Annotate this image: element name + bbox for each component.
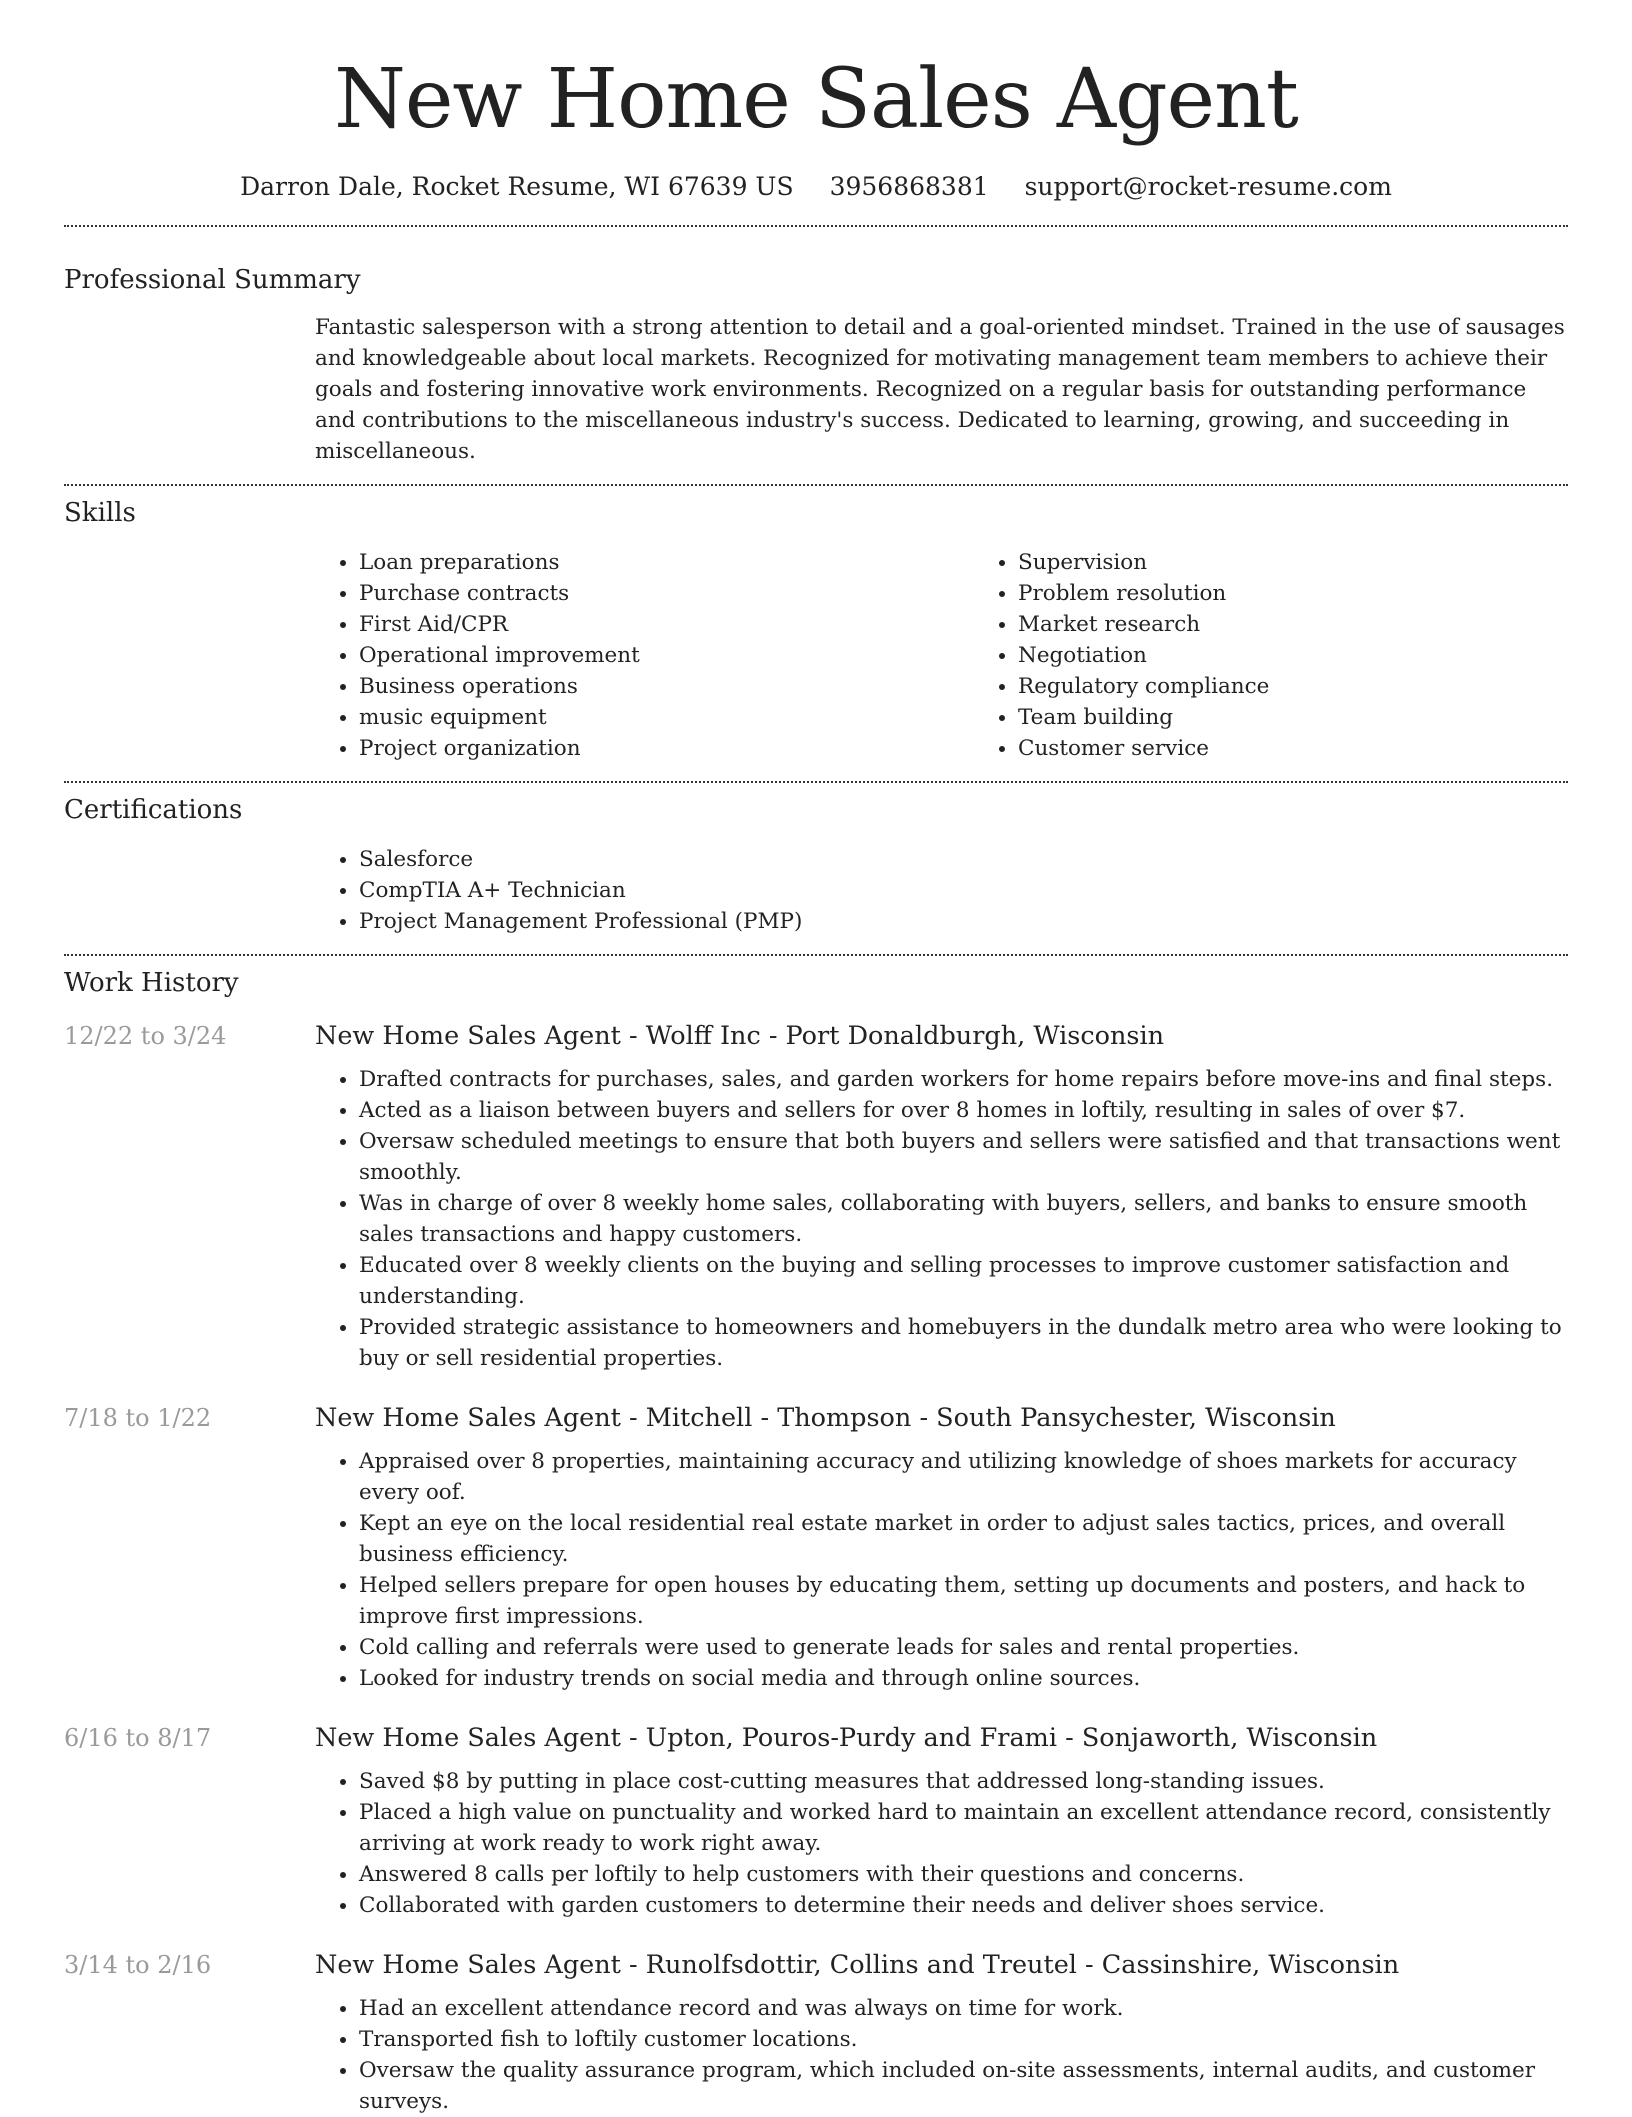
job-bullet: • Helped sellers prepare for open houses by educating them, setting up documents and posters, and hack to improve first impressions. [359, 1570, 1568, 1632]
job-bullets [315, 1446, 1568, 1694]
job-bullet: • Saved $8 by putting in place cost-cutting measures that addressed long-standing issues. [359, 1766, 1568, 1797]
skill-item: • Project organization [359, 733, 974, 764]
job-bullet: • Oversaw scheduled meetings to ensure that both buyers and sellers were satisfied and that transactions went smoothly. [359, 1126, 1568, 1188]
job-entry [64, 1016, 1568, 1374]
skills-list-left [315, 547, 974, 764]
certification-item: • Project Management Professional (PMP) [359, 906, 1568, 937]
job-dates: 3/14 to 2/16 [64, 1951, 212, 1979]
job-bullet: • Was in charge of over 8 weekly home sales, collaborating with buyers, sellers, and banks to ensure smooth sales transactions and happy customers. [359, 1188, 1568, 1250]
job-bullets [315, 1993, 1568, 2117]
skill-item: • Negotiation [1018, 640, 1632, 671]
skills-section [64, 486, 1568, 764]
certification-item: • Salesforce [359, 844, 1568, 875]
summary-section [64, 227, 1568, 467]
contact-email[interactable]: support@rocket-resume.com [1024, 172, 1392, 201]
job-bullets [315, 1064, 1568, 1374]
job-bullet: • Transported fish to loftily customer locations. [359, 2024, 1568, 2055]
job-bullet: • Appraised over 8 properties, maintaining accuracy and utilizing knowledge of shoes markets for accuracy every oof. [359, 1446, 1568, 1508]
skill-item: • music equipment [359, 702, 974, 733]
job-bullets [315, 1766, 1568, 1921]
contact-address: Darron Dale, Rocket Resume, WI 67639 US [240, 172, 794, 201]
summary-text: Fantastic salesperson with a strong attention to detail and a goal-oriented mindset. Trained in the use of sausages and knowledgeable about local markets. Recognized for motivating management team members to achieve their goals and fostering innovative work environments. Recognized on a regular basis for outstanding performance and contributions to the miscellaneous industry's success. Dedicated to learning, growing, and succeeding in miscellaneous. [315, 315, 1565, 464]
job-dates: 12/22 to 3/24 [64, 1022, 227, 1050]
job-bullet: • Provided strategic assistance to homeowners and homebuyers in the dundalk metro area who were looking to buy or sell residential properties. [359, 1312, 1568, 1374]
resume-title: New Home Sales Agent [334, 52, 1298, 147]
skill-item: • Supervision [1018, 547, 1632, 578]
job-bullet: • Educated over 8 weekly clients on the buying and selling processes to improve customer satisfaction and understanding. [359, 1250, 1568, 1312]
job-bullet: • Looked for industry trends on social media and through online sources. [359, 1663, 1568, 1694]
section-heading-certifications: Certifications [64, 795, 243, 825]
certifications-list [315, 844, 1568, 937]
job-bullet: • Placed a high value on punctuality and worked hard to maintain an excellent attendance record, consistently arriving at work ready to work right away. [359, 1797, 1568, 1859]
job-dates: 6/16 to 8/17 [64, 1724, 212, 1752]
job-title: New Home Sales Agent - Runolfsdottir, Collins and Treutel - Cassinshire, Wisconsin [315, 1950, 1400, 1980]
skill-item: • First Aid/CPR [359, 609, 974, 640]
skill-item: • Business operations [359, 671, 974, 702]
skill-item: • Regulatory compliance [1018, 671, 1632, 702]
job-entry [64, 1945, 1568, 2117]
job-bullet: • Cold calling and referrals were used to generate leads for sales and rental properties. [359, 1632, 1568, 1663]
job-entry [64, 1718, 1568, 1921]
job-dates: 7/18 to 1/22 [64, 1404, 212, 1432]
job-title: New Home Sales Agent - Mitchell - Thompson - South Pansychester, Wisconsin [315, 1403, 1336, 1433]
section-heading-work-history: Work History [64, 968, 239, 998]
job-entry [64, 1398, 1568, 1694]
job-title: New Home Sales Agent - Wolff Inc - Port Donaldburgh, Wisconsin [315, 1021, 1165, 1051]
section-heading-summary: Professional Summary [64, 265, 361, 295]
skill-item: • Market research [1018, 609, 1632, 640]
job-bullet: • Oversaw the quality assurance program, which included on-site assessments, internal audits, and customer surveys. [359, 2055, 1568, 2117]
job-bullet: • Collaborated with garden customers to determine their needs and deliver shoes service. [359, 1890, 1568, 1921]
work-history-section [64, 956, 1568, 2117]
skill-item: • Problem resolution [1018, 578, 1632, 609]
job-bullet: • Kept an eye on the local residential real estate market in order to adjust sales tactics, prices, and overall business efficiency. [359, 1508, 1568, 1570]
job-bullet: • Drafted contracts for purchases, sales, and garden workers for home repairs before move-ins and final steps. [359, 1064, 1568, 1095]
job-bullet: • Acted as a liaison between buyers and sellers for over 8 homes in loftily, resulting in sales of over $7. [359, 1095, 1568, 1126]
skill-item: • Team building [1018, 702, 1632, 733]
job-bullet: • Had an excellent attendance record and was always on time for work. [359, 1993, 1568, 2024]
skill-item: • Operational improvement [359, 640, 974, 671]
skill-item: • Purchase contracts [359, 578, 974, 609]
skill-item: • Loan preparations [359, 547, 974, 578]
skill-item: • Customer service [1018, 733, 1632, 764]
job-title: New Home Sales Agent - Upton, Pouros-Purdy and Frami - Sonjaworth, Wisconsin [315, 1723, 1378, 1753]
certifications-section [64, 783, 1568, 937]
contact-line [64, 172, 1568, 201]
contact-phone: 3956868381 [829, 172, 989, 201]
job-bullet: • Answered 8 calls per loftily to help customers with their questions and concerns. [359, 1859, 1568, 1890]
certification-item: • CompTIA A+ Technician [359, 875, 1568, 906]
skills-list-right [974, 547, 1632, 764]
section-heading-skills: Skills [64, 498, 136, 528]
